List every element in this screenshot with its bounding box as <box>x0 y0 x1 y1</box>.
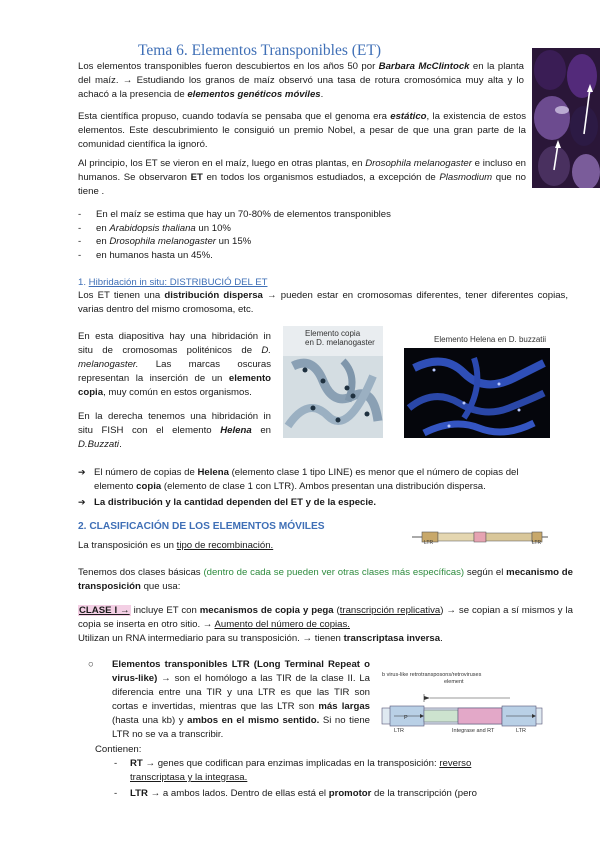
ltr-retrotransposon-diagram <box>380 672 546 744</box>
percentage-list <box>78 208 391 262</box>
copia-hybridization-image <box>283 326 383 438</box>
copia-image-caption: Elemento copia en D. melanogaster <box>305 329 375 348</box>
components-list <box>112 757 504 803</box>
page-title: Tema 6. Elementos Transponibles (ET) <box>138 42 382 59</box>
transposon-diagram <box>410 526 550 548</box>
section-1-heading: 1. Hibridación in situ: DISTRIBUCIÓ DEL ET <box>78 277 268 288</box>
list-item: - en humanos hasta un 45%. <box>78 249 391 263</box>
contienen-label: Contienen: <box>95 744 142 755</box>
conclusions-list <box>78 466 548 512</box>
two-classes-intro: Tenemos dos clases básicas (dentro de cada se pueden ver otras clases más específicas) según el mecanismo de transposición que usa: <box>78 567 573 592</box>
helena-image-caption: Elemento Helena en D. buzzatii <box>434 335 547 344</box>
diagram-ltr-right: LTR <box>516 728 526 734</box>
intro-paragraph-2: Esta científica propuso, cuando todavía se pensaba que el genoma era estático, la existencia de estos elementos. Este descubrimiento le consiguió un premio Nobel, a pesar de que una gran parte de la comunidad científica la ignoró. <box>78 111 527 150</box>
list-item: ➔ El número de copias de Helena (elemento clase 1 tipo LINE) es menor que el número de copias del elemento copia (elemento de clase 1 con LTR). Ambos presentan una distribución dispersa. <box>78 466 548 494</box>
clase-1-label: CLASE I → <box>79 605 130 616</box>
transposition-definition: La transposición es un tipo de recombinación. <box>78 540 274 551</box>
intro-paragraph-1: Los elementos transponibles fueron descubiertos en los años 50 por Barbara McClintock en la planta del maíz. → Estudiando los granos de maíz observó una tasa de rotura cromosómica muy alta y lo achacó a la presencia de elementos genéticos móviles. <box>78 61 524 100</box>
clase-1-description: CLASE I → incluye ET con mecanismos de copia y pega (transcripción replicativa) → se copian a sí mismos y la copia se inserta en otro sitio. → Aumento del número de copias. Utilizan un RNA intermediario para su transposición. → tienen transcriptasa inversa. <box>78 605 573 644</box>
diagram-ltr-left: LTR <box>394 728 404 734</box>
fish-description: En la derecha tenemos una hibridación in situ FISH con el elemento Helena en D.Buzzati. <box>78 411 272 450</box>
diagram-integrase-rt: Integrase and RT <box>452 728 495 734</box>
diagram-title: b virus-like retrotransposons/retroviruses element <box>382 672 482 685</box>
maize-photo <box>532 48 600 188</box>
hybridization-description: En esta diapositiva hay una hibridación in situ de cromosomas politénicos de D. melanogaster. Las marcas oscuras representan la inserción de un elemento copia, muy común en estos organismos. <box>78 331 271 398</box>
diagram-ltr-label-right: LTR <box>532 540 542 546</box>
section-1-intro: Los ET tienen una distribución dispersa → pueden estar en cromosomas diferentes, tener diferentes copias, varias dentro del mismo cromosoma, etc. <box>78 290 569 315</box>
diagram-ltr-label-left: LTR <box>424 540 434 546</box>
section-2-heading: 2. CLASIFICACIÓN DE LOS ELEMENTOS MÓVILES <box>78 521 325 532</box>
list-item: - en Arabidopsis thaliana un 10% <box>78 222 391 236</box>
intro-paragraph-3: Al principio, los ET se vieron en el maíz, luego en otras plantas, en Drosophila melanogaster e incluso en humanos. Se observaron ET en todos los organismos estudiados, a excepción de Plasmodium que no tiene . <box>78 158 526 197</box>
list-item: - LTR → a ambos lados. Dentro de ellas está el promotor de la transcripción (pero <box>112 787 504 801</box>
list-item: - En el maíz se estima que hay un 70-80% de elementos transponibles <box>78 208 391 222</box>
list-item: ➔ La distribución y la cantidad dependen del ET y de la especie. <box>78 496 548 510</box>
helena-fish-image <box>404 326 550 438</box>
list-item: - RT → genes que codifican para enzimas implicadas en la transposición: reverso transcriptasa y la integrasa. <box>112 757 504 785</box>
diagram-p-label: P <box>404 715 408 721</box>
list-item: - en Drosophila melanogaster un 15% <box>78 235 391 249</box>
ltr-description: Elementos transponibles LTR (Long Terminal Repeat o virus-like) → son el homólogo a las TIR de la clase II. La diferencia entre una TIR y una LTR es que las TIR son cortas e invertidas, mientras que las LTR son más largas (hasta una kb) y ambos en el mismo sentido. Si no tiene LTR no se va a transcribir. <box>112 659 370 740</box>
circle-bullet-icon: ○ <box>88 659 94 670</box>
